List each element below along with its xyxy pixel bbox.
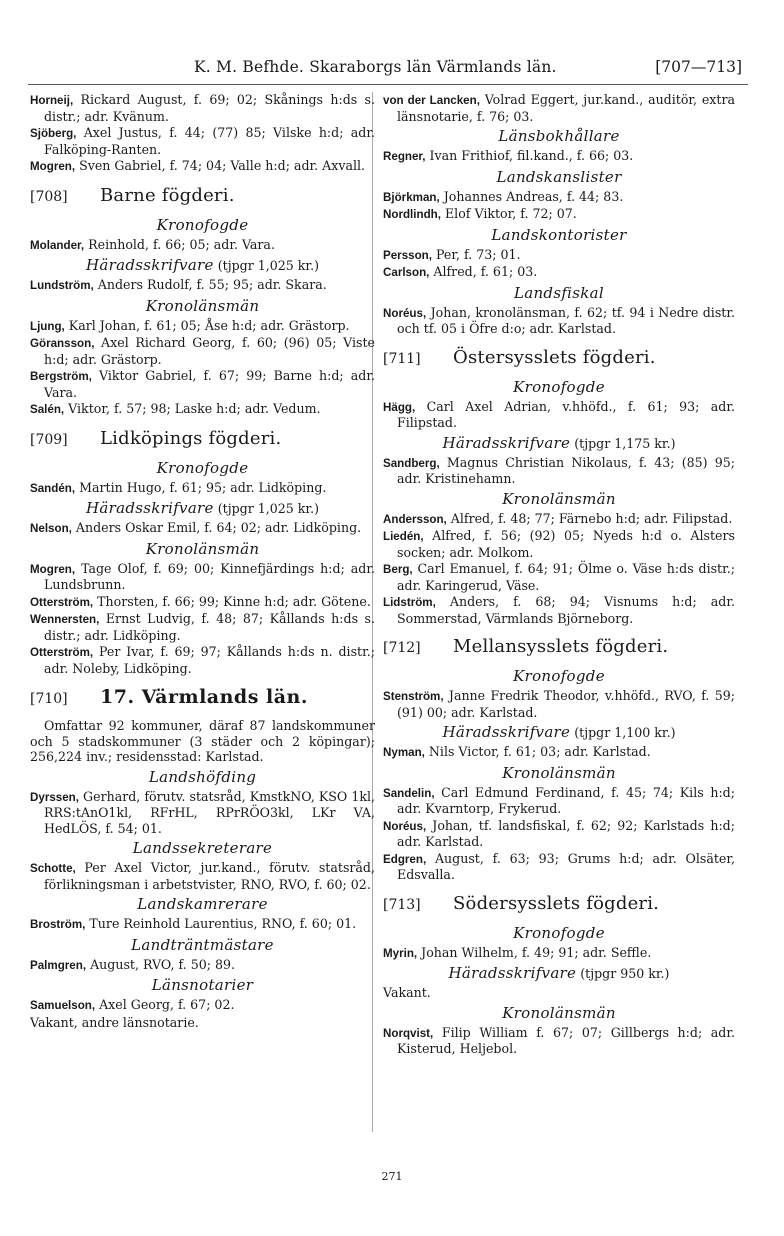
entry (30, 277, 375, 294)
person-name: Palmgren, (30, 958, 87, 972)
person-name: Sandén, (30, 481, 76, 495)
salary-note: (tjpgr 1,025 kr.) (213, 501, 319, 516)
entry-details: Viktor Gabriel, f. 67; 99; Barne h:d; adr. Vara. (44, 368, 375, 400)
person-name: Nyman, (383, 746, 425, 759)
header-range: [707—713] (655, 58, 742, 76)
entry (30, 237, 375, 254)
entry-details: Carl Edmund Ferdinand, f. 45; 74; Kils h:d; adr. Kvarntorp, Frykerud. (397, 784, 735, 816)
subheading (383, 434, 735, 453)
section-number: [712] (383, 640, 421, 656)
person-name: Nordlindh, (383, 208, 441, 221)
entry-details: Martin Hugo, f. 61; 95; adr. Lidköping. (75, 479, 327, 495)
subheading: Kronofogde (156, 215, 249, 234)
entry (30, 125, 375, 157)
entry (30, 335, 375, 367)
subheading: Landshöfding (148, 767, 257, 786)
subheading-label: Häradsskrifvare (448, 964, 577, 982)
person-name: Otterström, (30, 646, 94, 659)
person-name: Berg, (383, 563, 413, 576)
entry (383, 818, 735, 850)
person-name: Salén, (30, 403, 65, 416)
entry-details: Gerhard, förutv. statsråd, KmstkNO, KSO 1kl, RRS:tAnO1kl, RFrHL, RPrRÖO3kl, LKr VA, HedLÖS, f. 54; 01. (44, 788, 375, 836)
entry (30, 997, 375, 1014)
entry-details: Alfred, f. 56; (92) 05; Nyeds h:d o. Alsters socken; adr. Molkom. (397, 528, 735, 560)
subheading: Kronofogde (513, 923, 605, 942)
person-name: Sjöberg, (30, 127, 77, 140)
person-name: Noréus, (383, 819, 427, 833)
entry-details: Johan, tf. landsfiskal, f. 62; 92; Karlstads h:d; adr. Karlstad. (397, 817, 735, 849)
entry-details: Volrad Eggert, jur.kand., auditör, extra länsnotarie, f. 76; 03. (397, 92, 735, 124)
entry-details: August, RVO, f. 50; 89. (86, 956, 235, 972)
entry-details: Ivan Frithiof, fil.kand., f. 66; 03. (425, 148, 634, 163)
person-name: Schotte, (30, 862, 76, 875)
entry-details: Filip William f. 67; 07; Gillbergs h:d; adr. Kisterud, Heljebol. (397, 1024, 735, 1056)
section-number: [710] (30, 691, 68, 707)
entry-details: Rickard August, f. 69; 02; Skånings h:ds s. distr.; adr. Kvänum. (44, 92, 375, 124)
salary-note: (tjpgr 1,100 kr.) (570, 725, 676, 740)
person-name: Persson, (383, 248, 432, 262)
entry-details: Magnus Christian Nikolaus, f. 43; (85) 95; adr. Kristinehamn. (397, 454, 735, 486)
entry (30, 860, 375, 892)
person-name: Ljung, (30, 319, 65, 333)
entry-details: Axel Justus, f. 44; (77) 85; Vilske h:d; adr. Falköping-Ranten. (44, 125, 375, 157)
subheading (383, 964, 735, 983)
person-name: Horneij, (30, 94, 74, 107)
entry (30, 611, 375, 643)
subheading: Kronolänsmän (502, 489, 616, 508)
person-name: Sandelin, (383, 786, 435, 800)
section-heading (383, 347, 735, 370)
entry-details: Per Axel Victor, jur.kand., förutv. statsråd, förlikningsman i arbetstvister, RNO, RVO, f. 60; 02. (44, 860, 375, 892)
entry-details: Per Ivar, f. 69; 97; Kållands h:ds n. distr.; adr. Noleby, Lidköping. (44, 644, 375, 676)
person-name: Regner, (383, 150, 426, 163)
entry (383, 744, 735, 761)
entry-details: Sven Gabriel, f. 74; 04; Valle h:d; adr. Axvall. (75, 158, 366, 173)
section-number: [708] (30, 188, 68, 205)
entry-details: Johannes Andreas, f. 44; 83. (439, 188, 624, 204)
entry-details: Anders, f. 68; 94; Visnums h:d; adr. Sommerstad, Värmlands Björneborg. (397, 594, 735, 626)
subheading-label: Häradsskrifvare (86, 256, 214, 274)
person-name: Myrin, (383, 946, 418, 960)
entry (30, 92, 375, 124)
section-title: Barne fögderi. (100, 184, 235, 206)
subheading: Kronofogde (156, 458, 249, 477)
person-name: Björkman, (383, 190, 440, 204)
subheading: Landssekreterare (132, 839, 273, 857)
person-name: Liedén, (383, 530, 424, 543)
subheading: Kronofogde (513, 667, 605, 685)
section-number: [711] (383, 350, 421, 367)
right-column (383, 92, 735, 1058)
section-title: 17. Värmlands län. (100, 686, 308, 708)
entry-details: Janne Fredrik Theodor, v.hhöfd., RVO, f. 59; (91) 00; adr. Karlstad. (397, 688, 735, 720)
entry (383, 206, 735, 223)
entry-details: Axel Georg, f. 67; 02. (95, 997, 235, 1012)
entry-details: Axel Richard Georg, f. 60; (96) 05; Viste h:d; adr. Grästorp. (44, 335, 375, 367)
entry (30, 561, 375, 593)
subheading-label: Häradsskrifvare (86, 499, 214, 517)
section-title: Mellansysslets fögderi. (453, 636, 669, 657)
entry-details: Ture Reinhold Laurentius, RNO, f. 60; 01. (85, 916, 357, 931)
person-name: Mogren, (30, 160, 76, 173)
entry-details: Viktor, f. 57; 98; Laske h:d; adr. Vedum. (64, 401, 321, 416)
person-name: Nelson, (30, 522, 72, 535)
entry (30, 644, 375, 676)
left-column (30, 92, 375, 1031)
subheading: Kronolänsmän (145, 296, 260, 315)
entry (30, 158, 375, 175)
entry (383, 1025, 735, 1057)
section-heading (30, 686, 375, 710)
subheading: Kronolänsmän (502, 763, 616, 782)
person-name: Hägg, (383, 400, 416, 414)
person-name: Göransson, (30, 337, 95, 350)
section-number: [709] (30, 431, 68, 448)
salary-note: (tjpgr 1,025 kr.) (213, 258, 319, 273)
person-name: Samuelson, (30, 999, 96, 1012)
person-name: Stenström, (383, 690, 444, 703)
section-heading (383, 636, 735, 659)
entry (30, 789, 375, 837)
person-name: Wennersten, (30, 613, 100, 626)
person-name: Broström, (30, 918, 86, 931)
entry-details: Alfred, f. 48; 77; Färnebo h:d; adr. Filipstad. (446, 510, 733, 526)
entry-details: Elof Viktor, f. 72; 07. (440, 206, 577, 221)
person-name: Lidström, (383, 596, 436, 609)
entry (383, 148, 735, 165)
person-name: Andersson, (383, 512, 447, 526)
entry (383, 305, 735, 337)
entry (30, 318, 375, 335)
entry (383, 594, 735, 626)
section-heading (383, 893, 735, 916)
entry (30, 594, 375, 611)
entry-details: Karl Johan, f. 61; 05; Åse h:d; adr. Grästorp. (64, 317, 350, 333)
entry (30, 520, 375, 537)
subheading: Länsbokhållare (498, 127, 620, 145)
subheading: Kronolänsmän (145, 539, 260, 558)
entry (30, 368, 375, 400)
person-name: Noréus, (383, 306, 427, 320)
subheading: Landträntmästare (131, 935, 274, 954)
subheading: Landskanslister (496, 167, 622, 186)
entry (383, 264, 735, 281)
entry (383, 247, 735, 264)
subheading: Kronolänsmän (502, 1003, 616, 1022)
subheading (383, 723, 735, 742)
person-name: Edgren, (383, 852, 427, 866)
person-name: Molander, (30, 238, 85, 252)
entry-details: Carl Axel Adrian, v.hhöfd., f. 61; 93; adr. Filipstad. (397, 398, 735, 430)
subheading-label: Häradsskrifvare (442, 433, 571, 452)
vacancy-note: Vakant, andre länsnotarie. (30, 1014, 199, 1030)
person-name: Mogren, (30, 562, 76, 576)
person-name: Dyrssen, (30, 790, 79, 804)
subheading: Länsnotarier (151, 976, 254, 994)
entry (383, 945, 735, 962)
entry-details: Tage Olof, f. 69; 00; Kinnefjärdings h:d; adr. Lundsbrunn. (44, 560, 375, 592)
entry (383, 785, 735, 817)
section-title: Södersysslets fögderi. (453, 892, 660, 914)
person-name: von der Lancken, (383, 94, 480, 107)
section-heading (30, 428, 375, 451)
subheading: Landskontorister (491, 225, 627, 244)
page-number: 271 (381, 1170, 403, 1183)
entry (383, 399, 735, 431)
section-heading (30, 185, 375, 208)
person-name: Sandberg, (383, 456, 440, 470)
entry-details: Reinhold, f. 66; 05; adr. Vara. (84, 236, 275, 252)
person-name: Lundström, (30, 279, 94, 292)
entry-details: Ernst Ludvig, f. 48; 87; Kållands h:ds s. distr.; adr. Lidköping. (44, 611, 375, 643)
header-title: K. M. Befhde. Skaraborgs län Värmlands län. (194, 58, 557, 76)
header-rule (28, 84, 748, 85)
entry-details: Anders Oskar Emil, f. 64; 02; adr. Lidköping. (71, 520, 362, 535)
entry-details: Thorsten, f. 66; 99; Kinne h:d; adr. Götene. (93, 593, 371, 609)
entry-details: August, f. 63; 93; Grums h:d; adr. Olsäter, Edsvalla. (397, 850, 735, 882)
entry-details: Johan, kronolänsman, f. 62; tf. 94 i Nedre distr. och tf. 05 i Öfre d:o; adr. Karlstad. (397, 304, 735, 336)
section-number: [713] (383, 896, 421, 913)
person-name: Carlson, (383, 266, 430, 279)
section-title: Lidköpings fögderi. (100, 427, 282, 449)
person-name: Otterström, (30, 595, 94, 609)
entry (30, 480, 375, 497)
entry (383, 561, 735, 593)
entry (383, 511, 735, 528)
entry-details: Anders Rudolf, f. 55; 95; adr. Skara. (93, 277, 327, 292)
entry (383, 688, 735, 720)
entry (383, 528, 735, 560)
entry-details: Nils Victor, f. 61; 03; adr. Karlstad. (424, 744, 651, 759)
entry (30, 957, 375, 974)
subheading: Kronofogde (513, 377, 605, 396)
salary-note: (tjpgr 1,175 kr.) (570, 435, 676, 451)
person-name: Bergström, (30, 370, 92, 383)
subheading (30, 499, 375, 518)
entry-details: Alfred, f. 61; 03. (429, 264, 538, 279)
entry (383, 455, 735, 487)
running-header (22, 58, 742, 78)
person-name: Norqvist, (383, 1026, 434, 1040)
entry (30, 916, 375, 933)
entry-details: Johan Wilhelm, f. 49; 91; adr. Seffle. (417, 944, 652, 960)
subheading (30, 256, 375, 275)
vacancy-note: Vakant. (383, 985, 431, 1000)
salary-note: (tjpgr 950 kr.) (576, 966, 670, 981)
entry-details: Per, f. 73; 01. (431, 246, 521, 262)
entry (30, 401, 375, 418)
county-description: Omfattar 92 kommuner, däraf 87 landskommuner och 5 stadskommuner (3 städer och 2 köpingar); 256,224 inv.; residensstad: Karlstad. (30, 718, 375, 764)
entry (383, 92, 735, 124)
entry (383, 189, 735, 206)
subheading: Landskamrerare (137, 895, 268, 913)
entry (383, 851, 735, 883)
subheading: Landsfiskal (513, 283, 605, 302)
subheading-label: Häradsskrifvare (442, 723, 571, 741)
section-title: Östersysslets fögderi. (453, 346, 656, 368)
entry-details: Carl Emanuel, f. 64; 91; Ölme o. Väse h:ds distr.; adr. Karingerud, Väse. (397, 561, 735, 593)
